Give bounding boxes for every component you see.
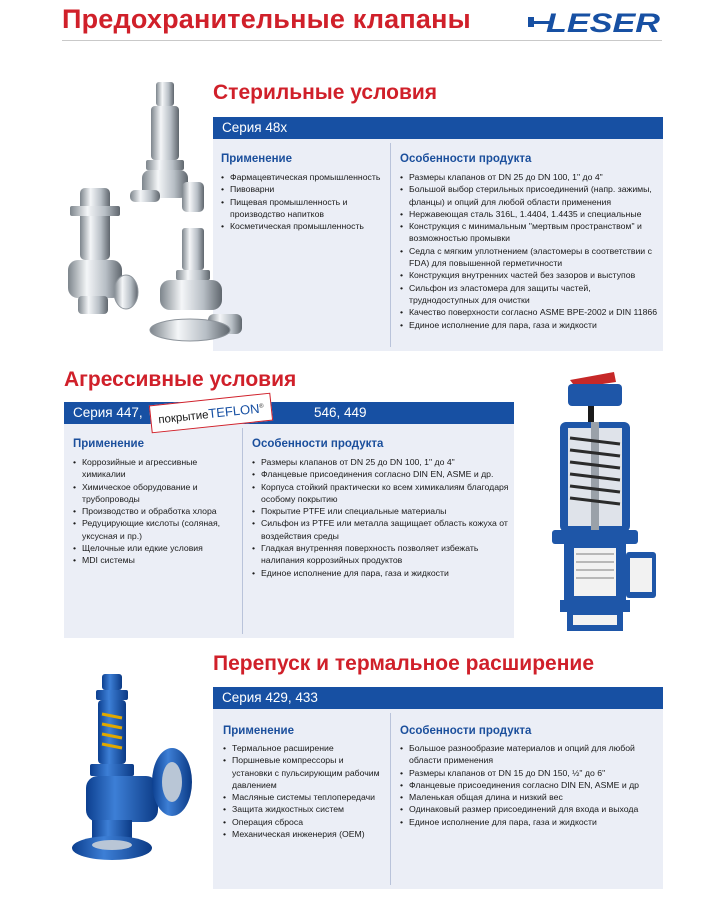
features-list	[400, 742, 660, 828]
column-divider	[242, 428, 243, 634]
title-divider	[62, 40, 662, 41]
list-item: • Большое разнообразие материалов и опций для любой области применения	[400, 742, 660, 767]
blue-flanged-valve-illustration	[68, 670, 208, 866]
list-item: • Коррозийные и агрессивные химикалии	[73, 456, 235, 481]
section-title-sterile: Стерильные условия	[213, 81, 438, 104]
list-item: • Фланцевые присоединения согласно DIN EN, ASME и др.	[252, 468, 510, 480]
series-label-suffix: 546, 449	[314, 405, 367, 420]
features-heading: Особенности продукта	[400, 153, 532, 165]
list-item: • Размеры клапанов от DN 25 до DN 100, 1" до 4"	[400, 171, 660, 183]
list-item: • Размеры клапанов от DN 15 до DN 150, ½" до 6"	[400, 767, 660, 779]
list-item: • Корпуса стойкий практически ко всем химикалиям благодаря особому покрытию	[252, 481, 510, 506]
application-heading: Применение	[221, 153, 293, 165]
list-item: • Косметическая промышленность	[221, 220, 383, 232]
list-item: • Щелочные или едкие условия	[73, 542, 235, 554]
logo-text: LESER	[546, 8, 661, 36]
column-divider	[390, 143, 391, 347]
list-item: • Одинаковый размер присоединений для входа и выхода	[400, 803, 660, 815]
list-item: • Покрытие PTFE или специальные материалы	[252, 505, 510, 517]
list-item: • Фланцевые присоединения согласно DIN EN, ASME и др	[400, 779, 660, 791]
list-item: • Механическая инженерия (OEM)	[223, 828, 385, 840]
application-list	[223, 742, 385, 840]
list-item: • Пищевая промышленность и производство напитков	[221, 196, 383, 221]
features-list	[400, 171, 660, 331]
list-item: • Термальное расширение	[223, 742, 385, 754]
series-label: Серия 48x	[222, 120, 288, 135]
section-title-bypass: Перепуск и термальное расширение	[213, 652, 594, 675]
ptfe-valve-cutaway-illustration	[530, 366, 660, 638]
list-item: • MDI системы	[73, 554, 235, 566]
list-item: • Единое исполнение для пара, газа и жидкости	[400, 319, 660, 331]
list-item: • Маленькая общая длина и низкий вес	[400, 791, 660, 803]
list-item: • Размеры клапанов от DN 25 до DN 100, 1" до 4"	[252, 456, 510, 468]
sterile-valve-illustration	[58, 78, 254, 346]
list-item: • Операция сброса	[223, 816, 385, 828]
teflon-badge: покрытиеTEFLON®	[149, 393, 273, 434]
list-item: • Фармацевтическая промышленность	[221, 171, 383, 183]
list-item: • Масляные системы теплопередачи	[223, 791, 385, 803]
series-label-prefix: Серия 447,	[73, 405, 143, 420]
features-list	[252, 456, 510, 579]
application-heading: Применение	[223, 725, 295, 737]
series-label: Серия 429, 433	[222, 690, 318, 705]
list-item: • Защита жидкостных систем	[223, 803, 385, 815]
column-divider	[390, 713, 391, 885]
application-heading: Применение	[73, 438, 145, 450]
list-item: • Седла с мягким уплотнением (эластомеры в соответствии с FDA) для повышенной герметичности	[400, 245, 660, 270]
list-item: • Единое исполнение для пара, газа и жидкости	[252, 567, 510, 579]
list-item: • Конструкция внутренних частей без зазоров и выступов	[400, 269, 660, 281]
list-item: • Пивоварни	[221, 183, 383, 195]
list-item: • Нержавеющая сталь 316L, 1.4404, 1.4435 и специальные	[400, 208, 660, 220]
list-item: • Поршневые компрессоры и установки с пульсирующим рабочим давлением	[223, 754, 385, 791]
series-bar-bypass	[213, 687, 663, 709]
section-title-aggressive: Агрессивные условия	[64, 368, 297, 391]
list-item: • Большой выбор стерильных присоединений (напр. зажимы, фланцы) и опций для любой области применения	[400, 183, 660, 208]
list-item: • Сильфон из PTFE или металла защищает область кожуха от воздействия среды	[252, 517, 510, 542]
list-item: • Производство и обработка хлора	[73, 505, 235, 517]
list-item: • Качество поверхности согласно ASME BPE-2002 и DIN 11866	[400, 306, 660, 318]
leser-logo	[528, 8, 662, 36]
list-item: • Химическое оборудование и трубопроводы	[73, 481, 235, 506]
list-item: • Единое исполнение для пара, газа и жидкости	[400, 816, 660, 828]
features-heading: Особенности продукта	[400, 725, 532, 737]
list-item: • Сильфон из эластомера для защиты частей, труднодоступных для очистки	[400, 282, 660, 307]
features-heading: Особенности продукта	[252, 438, 384, 450]
series-bar-aggressive	[64, 402, 514, 424]
application-list	[73, 456, 235, 567]
list-item: • Гладкая внутренняя поверхность позволяет избежать налипания коррозийных продуктов	[252, 542, 510, 567]
list-item: • Конструкция с минимальным "мертвым пространством" и возможностью промывки	[400, 220, 660, 245]
series-bar-sterile	[213, 117, 663, 139]
page-title: Предохранительные клапаны	[62, 4, 471, 34]
list-item: • Редуцирующие кислоты (соляная, уксусная и пр.)	[73, 517, 235, 542]
